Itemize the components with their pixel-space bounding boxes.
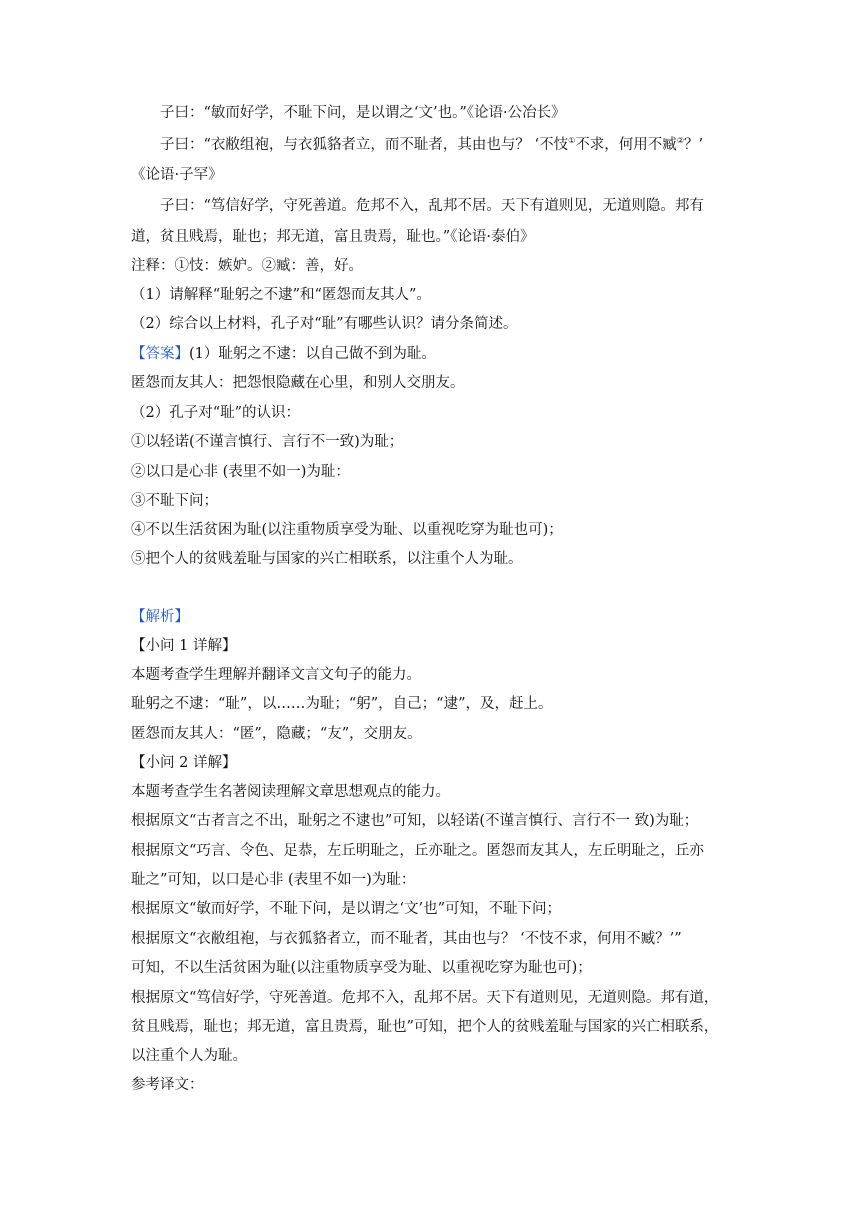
answer-line2: 匿怨而友其人：把怨恨隐藏在心里，和别人交朋友。 <box>131 375 465 391</box>
analysis-text: 本题考查学生理解并翻译文言文句子的能力。 <box>131 667 421 683</box>
question-2: （2）综合以上材料，孔子对“耻”有哪些认识？请分条简述。 <box>131 316 518 332</box>
analysis-text: 根据原文“敏而好学，不耻下问，是以谓之‘文’也”可知，不耻下问； <box>131 901 562 917</box>
quote-taibo-line1: 子曰：“笃信好学，守死善道。危邦不入，乱邦不居。天下有道则见，无道则隐。邦有 <box>160 198 704 214</box>
annotation-note: 注释：①忮：嫉妒。②臧：善，好。 <box>131 258 363 274</box>
answer-item: ⑤把个人的贫贱羞耻与国家的兴亡相联系，以注重个人为耻。 <box>131 551 523 567</box>
quote-gongyechang: 子曰：“敏而好学，不耻下问，是以谓之‘文’也。”《论语·公冶长》 <box>160 105 566 121</box>
analysis-text: 贫且贱焉，耻也；邦无道，富且贵焉，耻也”可知，把个人的贫贱羞耻与国家的兴亡相联系， <box>131 1019 719 1035</box>
question-1: （1）请解释“耻躬之不逮”和“匿怨而友其人”。 <box>131 287 431 303</box>
answer-item: ③不耻下问； <box>131 493 218 509</box>
analysis-text: 匿怨而友其人：“匿”，隐藏；“友”，交朋友。 <box>131 726 422 742</box>
answer-tag: 【答案】 <box>131 346 189 362</box>
analysis-text: 耻之”可知，以口是心非 (表里不如一)为耻： <box>131 872 416 888</box>
subquestion-2-heading: 【小问 2 详解】 <box>131 755 237 771</box>
analysis-text: 根据原文“古者言之不出，耻躬之不逮也”可知，以轻诺(不谨言慎行、言行不一 致)为耻； <box>131 813 699 829</box>
footnote-ref-2: ② <box>676 136 684 146</box>
quote-zihan-source: 《论语·子罕》 <box>131 167 223 183</box>
analysis-text: 可知，不以生活贫困为耻(以注重物质享受为耻、以重视吃穿为耻也可)； <box>131 960 592 976</box>
answer-line1: 【答案】(1）耻躬之不逮：以自己做不到为耻。 <box>131 346 436 362</box>
analysis-text: 根据原文“衣敝组袍，与衣狐貉者立，而不耻者，其由也与？ ‘不忮不求，何用不臧？’” <box>131 931 682 947</box>
quote-taibo-line2: 道，贫且贱焉，耻也；邦无道，富且贵焉，耻也。”《论语·泰伯》 <box>131 229 535 245</box>
quote-zihan: 子曰：“衣敝组袍，与衣狐貉者立，而不耻者，其由也与？ ‘不忮①不求，何用不臧②？’ <box>160 136 704 153</box>
answer-item: ①以轻诺(不谨言慎行、言行不一致)为耻； <box>131 434 404 450</box>
reference-translation-label: 参考译文： <box>131 1077 204 1093</box>
answer-line3: （2）孔子对“耻”的认识： <box>131 405 301 421</box>
analysis-tag: 【解析】 <box>131 609 189 625</box>
subquestion-1-heading: 【小问 1 详解】 <box>131 638 237 654</box>
footnote-ref-1: ① <box>568 136 576 146</box>
analysis-text: 耻躬之不逮：“耻”，以……为耻；“躬”，自己；“逮”，及，赶上。 <box>131 696 553 712</box>
analysis-text: 根据原文“巧言、令色、足恭，左丘明耻之，丘亦耻之。匿怨而友其人，左丘明耻之，丘亦 <box>131 843 704 859</box>
answer-item: ④不以生活贫困为耻(以注重物质享受为耻、以重视吃穿为耻也可)； <box>131 522 563 538</box>
analysis-text: 以注重个人为耻。 <box>131 1048 247 1064</box>
analysis-text: 本题考查学生名著阅读理解文章思想观点的能力。 <box>131 784 450 800</box>
analysis-text: 根据原文“笃信好学，守死善道。危邦不入，乱邦不居。天下有道则见，无道则隐。邦有道， <box>131 990 719 1006</box>
answer-item: ②以口是心非 (表里不如一)为耻： <box>131 464 350 480</box>
